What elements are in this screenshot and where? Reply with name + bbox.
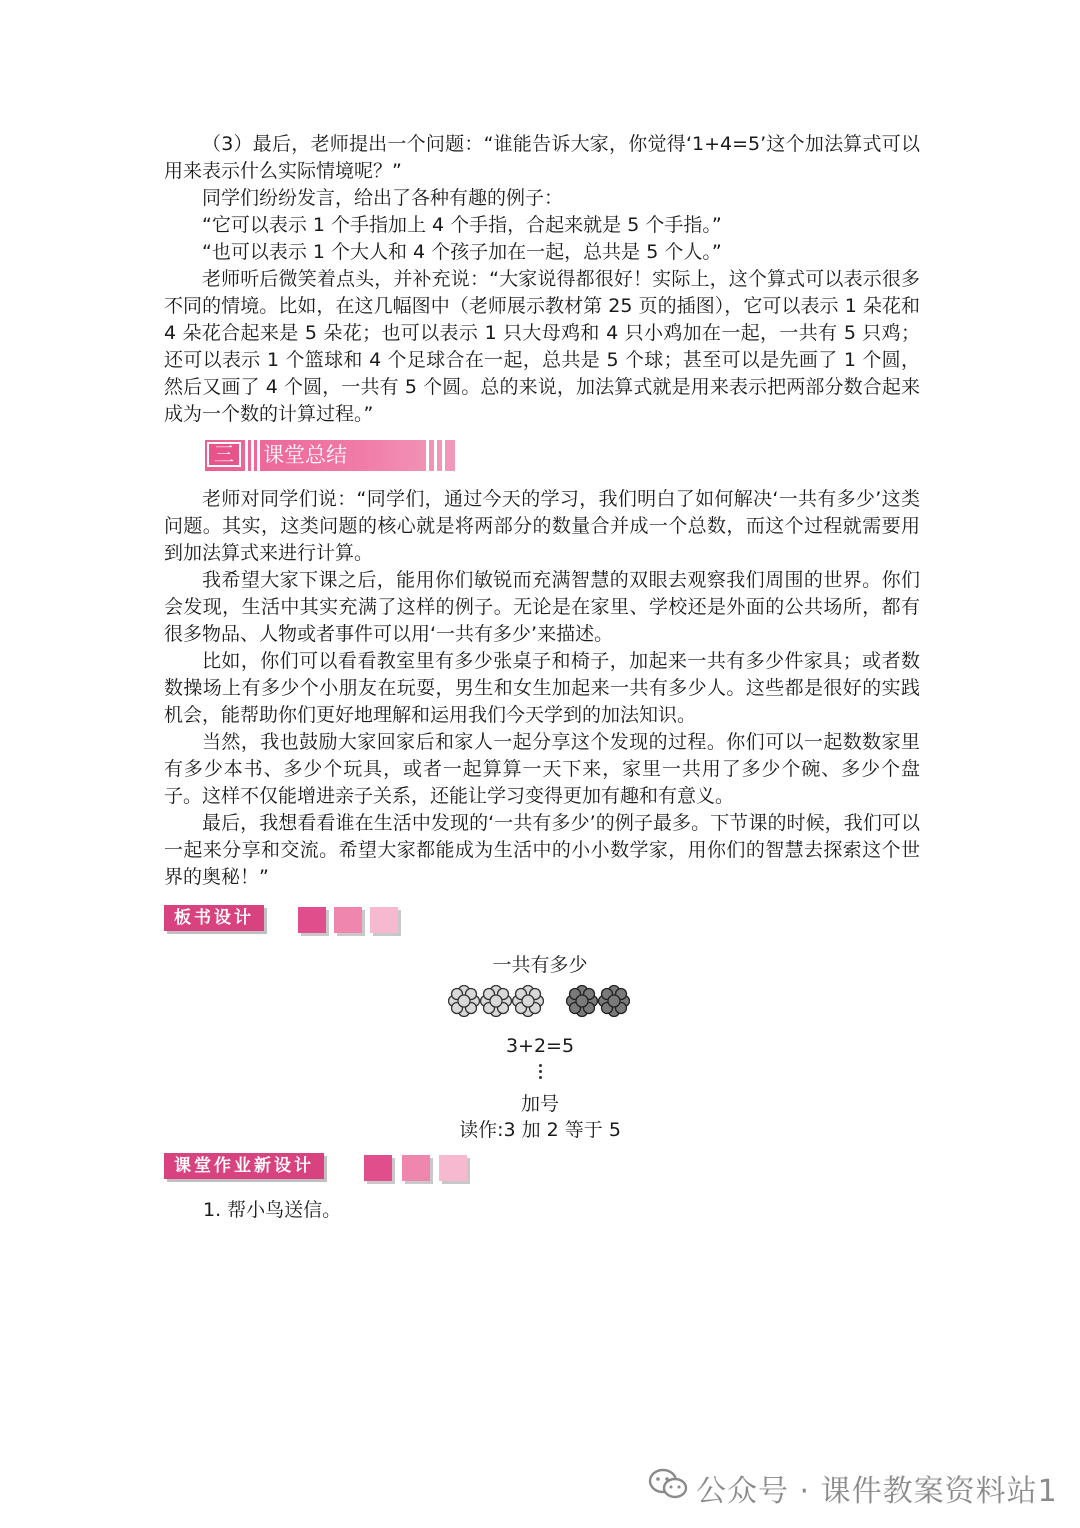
decor-square (334, 907, 362, 933)
part3-paragraph-3: “它可以表示 1 个手指加上 4 个手指，合起来就是 5 个手指。” (202, 214, 722, 236)
decor-square (298, 907, 326, 933)
section-number: 三 (207, 442, 241, 467)
homework-item-1: 1. 帮小鸟送信。 (203, 1199, 342, 1221)
part3-text (164, 131, 920, 428)
board-design-label: 板书设计 (164, 905, 264, 931)
divider (257, 440, 260, 471)
board-sign-name: 加号 (520, 1093, 559, 1115)
divider (245, 440, 248, 471)
wechat-icon (648, 1468, 688, 1500)
section-header-summary (205, 440, 455, 471)
flower-illustration (448, 985, 638, 1019)
part3-paragraph-2: 同学们纷纷发言，给出了各种有趣的例子： (202, 187, 564, 209)
flower-icon (480, 985, 512, 1017)
part3-paragraph-5: 老师听后微笑着点头，并补充说：“大家说得都很好！实际上，这个算式可以表示很多不同的情境。比如，在这几幅图中（老师展示教材第 25 页的插图），它可以表示 1 朵花和 4 朵花合起来是 5 朵花；也可以表示 1 只大母鸡和 4 只小鸡加在一起，一共有 5 只鸡；还可以表示 1 个篮球和 4 个足球合在一起，总共是 5 个球；甚至可以是先画了 1 个圆，然后又画了 4 个圆，一共有 5 个圆。总的来说，加法算式就是用来表示把两部分数合起来成为一个数的计算过程。” (164, 268, 920, 425)
summary-paragraph-5: 最后，我想看看谁在生活中发现的‘一共有多少’的例子最多。下节课的时候，我们可以一起来分享和交流。希望大家都能成为生活中的小小数学家，用你们的智慧去探索这个世界的奥秘！” (164, 812, 920, 888)
part3-paragraph-4: “也可以表示 1 个大人和 4 个孩子加在一起，总共是 5 个人。” (202, 241, 722, 263)
summary-paragraph-3: 比如，你们可以看看教室里有多少张桌子和椅子，加起来一共有多少件家具；或者数数操场上有多少个小朋友在玩耍，男生和女生加起来一共有多少人。这些都是很好的实践机会，能帮助你们更好地理解和运用我们今天学到的加法知识。 (164, 650, 920, 726)
homework-label: 课堂作业新设计 (164, 1153, 324, 1179)
flower-icon (566, 985, 598, 1017)
part3-paragraph-1: （3）最后，老师提出一个问题：“谁能告诉大家，你觉得‘1+4=5’这个加法算式可以用来表示什么实际情境呢？” (164, 133, 920, 182)
flower-icon (448, 985, 480, 1017)
flower-icon (512, 985, 544, 1017)
divider (442, 440, 445, 471)
divider (426, 440, 429, 471)
decor-square (402, 1155, 430, 1181)
summary-paragraph-2: 我希望大家下课之后，能用你们敏锐而充满智慧的双眼去观察我们周围的世界。你们会发现，生活中其实充满了这样的例子。无论是在家里、学校还是外面的公共场所，都有很多物品、人物或者事件可以用‘一共有多少’来描述。 (164, 569, 920, 645)
flower-icon (598, 985, 630, 1017)
decor-square (364, 1155, 392, 1181)
board-reading: 读作:3 加 2 等于 5 (459, 1119, 621, 1141)
board-title: 一共有多少 (492, 954, 588, 976)
summary-paragraph-1: 老师对同学们说：“同学们，通过今天的学习，我们明白了如何解决‘一共有多少’这类问题。其实，这类问题的核心就是将两部分的数量合并成一个总数，而这个过程就需要用到加法算式来进行计算。 (164, 488, 920, 564)
summary-paragraph-4: 当然，我也鼓励大家回家后和家人一起分享这个发现的过程。你们可以一起数数家里有多少本书、多少个玩具，或者一起算算一天下来，家里一共用了多少个碗、多少个盘子。这样不仅能增进亲子关系，还能让学习变得更加有趣和有意义。 (164, 731, 920, 807)
divider (434, 440, 437, 471)
decor-square (439, 1155, 467, 1181)
watermark-text: 公众号 · 课件教案资料站1 (696, 1474, 1058, 1509)
divider (251, 440, 254, 471)
vertical-dots-pointer (536, 1064, 544, 1082)
board-equation: 3+2=5 (505, 1035, 575, 1057)
section-title: 课堂总结 (263, 443, 347, 467)
decor-square (370, 907, 398, 933)
summary-text (164, 486, 920, 891)
